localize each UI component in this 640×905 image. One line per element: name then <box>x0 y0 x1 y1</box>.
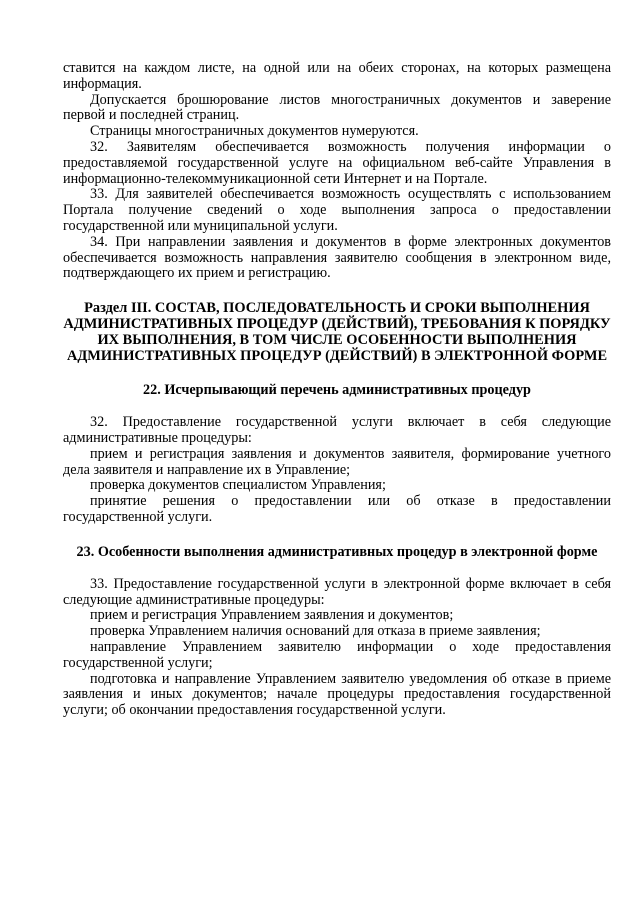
subsection-23-list-item: направление Управлением заявителю информации о ходе предоставления государственной услуги; <box>63 638 611 671</box>
paragraph-34-electronic: 34. При направлении заявления и документов в форме электронных документов обеспечивается возможность направления заявителю сообщения в электронном виде, подтверждающего их прием и регистрацию. <box>63 233 611 282</box>
paragraph-32-info: 32. Заявителям обеспечивается возможность получения информации о предоставляемой государственной услуге на официальном веб-сайте Управления в информационно-телекоммуникационной сети Интернет и на Портале. <box>63 138 611 187</box>
document-page <box>63 61 611 719</box>
subsection-22-title: 22. Исчерпывающий перечень административных процедур <box>143 382 531 399</box>
spacer <box>63 398 611 415</box>
subsection-22-list-item: прием и регистрация заявления и документов заявителя, формирование учетного дела заявителя и направление их в Управление; <box>63 445 611 478</box>
subsection-22-list-item: принятие решения о предоставлении или об отказе в предоставлении государственной услуги. <box>63 493 611 525</box>
subsection-22-list-item: проверка документов специалистом Управления; <box>90 477 386 494</box>
section-title: Раздел III. СОСТАВ, ПОСЛЕДОВАТЕЛЬНОСТЬ И СРОКИ ВЫПОЛНЕНИЯ АДМИНИСТРАТИВНЫХ ПРОЦЕДУР (ДЕЙСТВИЙ), ТРЕБОВАНИЯ К ПОРЯДКУ ИХ ВЫПОЛНЕНИЯ, В ТОМ ЧИСЛЕ ОСОБЕННОСТИ ВЫПОЛНЕНИЯ АДМИНИСТРАТИВНЫХ ПРОЦЕДУР (ДЕЙСТВИЙ) В ЭЛЕКТРОННОЙ ФОРМЕ <box>63 300 611 365</box>
subsection-23-list-item: подготовка и направление Управлением заявителю уведомления об отказе в приеме заявления и иных документов; начале процедуры предоставления государственной услуги; об окончании предоставления государственной услуги. <box>63 670 611 719</box>
subsection-23-list-item: проверка Управлением наличия оснований для отказа в приеме заявления; <box>90 623 541 640</box>
paragraph-33-portal: 33. Для заявителей обеспечивается возможность осуществлять с использованием Портала получение сведений о ходе выполнения запроса о предоставлении государственной или муниципальной услуги. <box>63 186 611 234</box>
paragraph-binding: Допускается брошюрование листов многостраничных документов и заверение первой и последней страниц. <box>63 91 611 124</box>
paragraph-continuation: ставится на каждом листе, на одной или на обеих сторонах, на которых размещена информация. <box>63 60 611 92</box>
subsection-23-title: 23. Особенности выполнения административных процедур в электронной форме <box>76 543 598 560</box>
subsection-22-paragraph: 32. Предоставление государственной услуги включает в себя следующие административные процедуры: <box>63 414 611 446</box>
paragraph-numbering: Страницы многостраничных документов нумеруются. <box>90 123 419 140</box>
subsection-23-paragraph: 33. Предоставление государственной услуги в электронной форме включает в себя следующие административные процедуры: <box>63 575 611 608</box>
subsection-23-list-item: прием и регистрация Управлением заявления и документов; <box>90 607 454 624</box>
spacer <box>63 560 611 577</box>
